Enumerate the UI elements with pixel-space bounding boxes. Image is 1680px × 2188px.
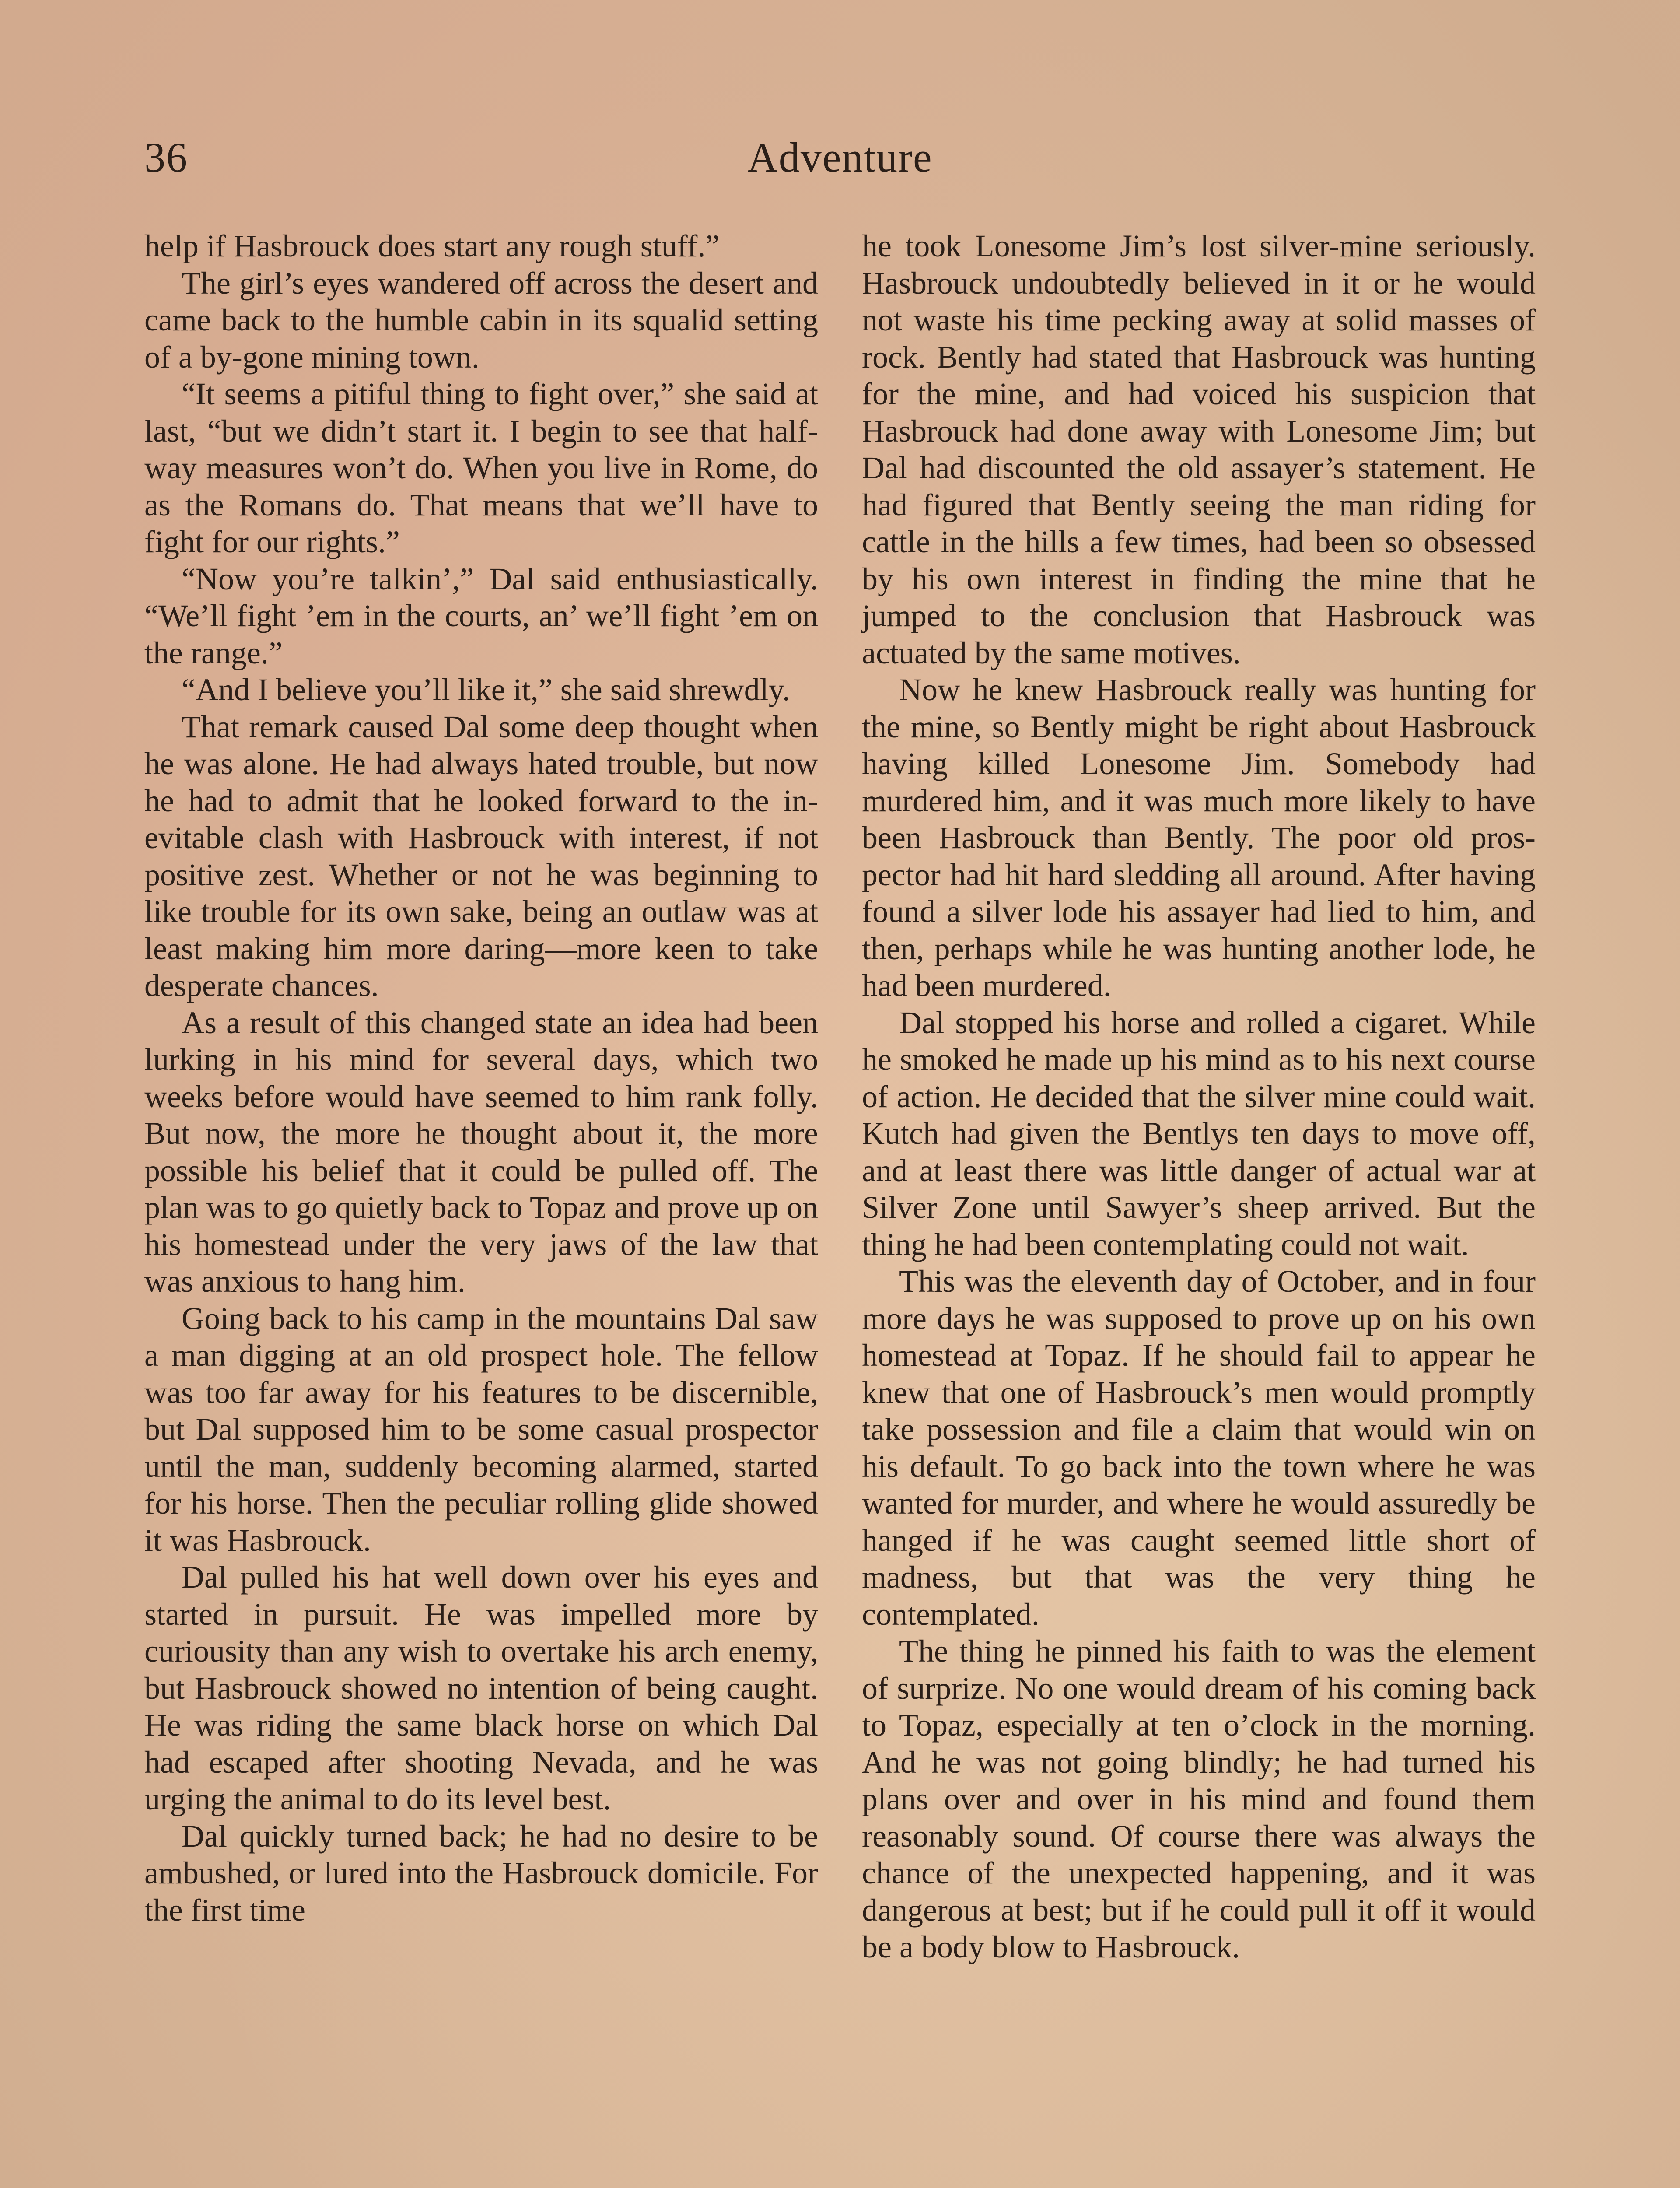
paragraph: Dal pulled his hat well down over his eyes and started in pursuit. He was impelled more by curiousity than any wish to overtake his arch enemy, but Hasbrouck showed no intention of being caught. He was riding the same black horse on which Dal had escaped after shooting Nevada, and he was urging the animal to do its level best. — [144, 1560, 818, 1816]
paragraph: As a result of this changed state an idea had been lurking in his mind for several days, which two weeks before would have seemed to him rank folly. But now, the more he thought about it, the more possible his belief that it could be pulled off. The plan was to go quietly back to Topaz and prove up on his homestead under the very jaws of the law that was anxious to hang him. — [144, 1005, 818, 1299]
paragraph: Now he knew Hasbrouck really was hunting for the mine, so Bently might be right about Hasbrouck having killed Lonesome Jim. Somebody had murdered him, and it was much more likely to have been Hasbrouck than Bently. The poor old prospector had hit hard sledding all around. After having found a silver lode his assayer had lied to him, and then, perhaps while he was hunting another lode, he had been murdered. — [862, 672, 1536, 1003]
page-header — [144, 131, 1536, 188]
left-column — [144, 228, 818, 1966]
paragraph: Dal stopped his horse and rolled a cigaret. While he smoked he made up his mind as to his next course of action. He decided that the silver mine could wait. Kutch had given the Bentlys ten days to move off, and at least there was little danger of actual war at Silver Zone until Sawyer’s sheep arrived. But the thing he had been contemplating could not wait. — [862, 1005, 1536, 1262]
page-number: 36 — [144, 134, 188, 181]
paragraph: This was the eleventh day of October, and in four more days he was supposed to prove up on his own homestead at Topaz. If he should fail to appear he knew that one of Hasbrouck’s men would promptly take possession and file a claim that would win on his default. To go back into the town where he was wanted for murder, and where he would assuredly be hanged if he was caught seemed little short of madness, but that was the very thing he contemplated. — [862, 1264, 1536, 1632]
paragraph: he took Lonesome Jim’s lost silver-mine seriously. Hasbrouck undoubtedly believed in it or he would not waste his time pecking away at solid masses of rock. Bently had stated that Hasbrouck was hunting for the mine, and had voiced his suspicion that Hasbrouck had done away with Lonesome Jim; but Dal had discounted the old assayer’s statement. He had figured that Bently seeing the man riding for cattle in the hills a few times, had been so obsessed by his own interest in finding the mine that he jumped to the conclusion that Hasbrouck was actuated by the same motives. — [862, 228, 1536, 670]
paragraph: “It seems a pitiful thing to fight over,” she said at last, “but we didn’t start it. I begin to see that half-way measures won’t do. When you live in Rome, do as the Romans do. That means that we’ll have to fight for our rights.” — [144, 376, 818, 559]
paragraph: “Now you’re talkin’,” Dal said enthusiastically. “We’ll fight ’em in the courts, an’ we’ll fight ’em on the range.” — [144, 561, 818, 670]
paragraph: That remark caused Dal some deep thought when he was alone. He had always hated trouble, but now he had to admit that he looked forward to the inevitable clash with Hasbrouck with interest, if not positive zest. Whether or not he was beginning to like trouble for its own sake, being an outlaw was at least making him more daring—more keen to take desperate chances. — [144, 709, 818, 1003]
paragraph: help if Hasbrouck does start any rough stuff.” — [144, 228, 720, 263]
paragraph: “And I believe you’ll like it,” she said shrewdly. — [182, 672, 790, 707]
text-columns — [144, 228, 1536, 1966]
running-title: Adventure — [747, 134, 933, 181]
paragraph: The girl’s eyes wandered off across the desert and came back to the humble cabin in its squalid setting of a by-gone mining town. — [144, 265, 818, 375]
right-column — [862, 228, 1536, 1966]
paragraph: The thing he pinned his faith to was the element of surprize. No one would dream of his coming back to Topaz, especially at ten o’clock in the morning. And he was not going blindly; he had turned his plans over and over in his mind and found them reasonably sound. Of course there was always the chance of the unexpected happening, and it was dangerous at best; but if he could pull it off it would be a body blow to Hasbrouck. — [862, 1634, 1536, 1964]
paragraph: Dal quickly turned back; he had no desire to be ambushed, or lured into the Hasbrouck domicile. For the first time — [144, 1818, 818, 1928]
paragraph: Going back to his camp in the mountains Dal saw a man digging at an old prospect hole. The fellow was too far away for his features to be discernible, but Dal supposed him to be some casual prospector until the man, suddenly becoming alarmed, started for his horse. Then the peculiar rolling glide showed it was Hasbrouck. — [144, 1301, 818, 1558]
